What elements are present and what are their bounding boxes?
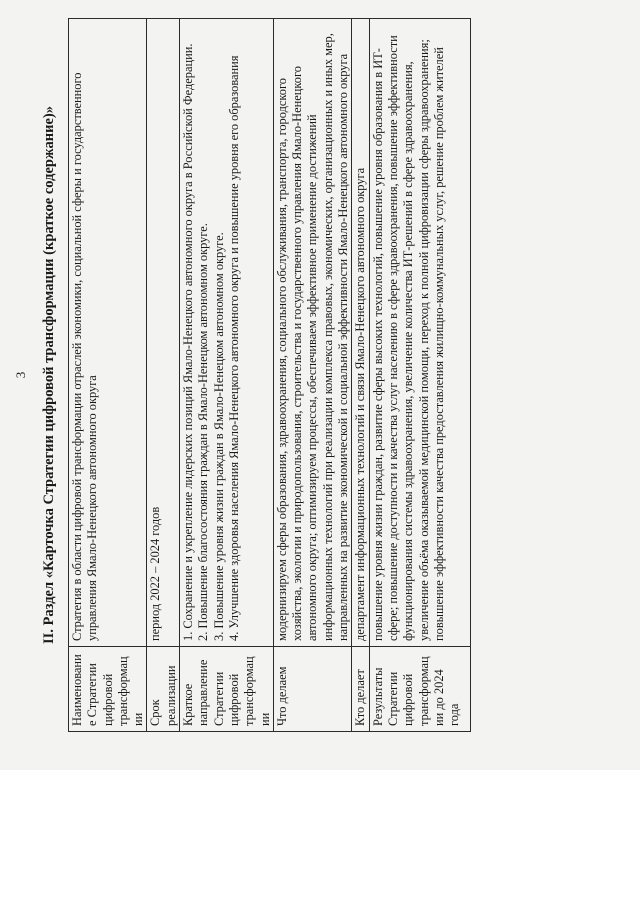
- row-value-results: повышение уровня жизни граждан, развитие сферы высоких технологий, повышение уровня образования в ИТ-сфере; повышение доступности и качества услуг населению в сфере здравоохранения, повышение эффективности функционирования системы здравоохранения, увеличение количества ИТ-решений в сфере здравоохранения, увеличение объёма оказываемой медицинской помощи, переход к полной цифровизации сферы здравоохранения; повышение эффективности качества предоставления жилищно-коммунальных услуг, решение проблем жителей: [369, 19, 471, 647]
- row-label-what-we-do: Что делаем: [273, 647, 351, 732]
- page-number: 3: [13, 371, 28, 379]
- strategy-card-table: [68, 18, 471, 732]
- row-value-strategy-name: Стратегия в области цифровой трансформации отраслей экономики, социальной сферы и государственного управления Ямало-Ненецкого автономного округа: [69, 19, 147, 647]
- row-label-strategy-name: Наименование Стратегии цифровой трансформации: [69, 647, 147, 732]
- document-page: [5, 10, 635, 740]
- row-label-who-does: Кто делает: [352, 647, 369, 732]
- row-label-period: Срок реализации: [147, 647, 180, 732]
- direction-item: 3. Повышение уровня жизни граждан в Ямало-Ненецком автономном округе.: [211, 232, 226, 641]
- row-value-what-we-do: модернизируем сферы образования, здравоохранения, социального обслуживания, транспорта, городского хозяйства, экологии и природопользования, строительства и государственного управления Ямало-Ненецкого автономного округа; оптимизируем процессы, обеспечиваем эффективное применение достижений информационных технологий при реализации комплекса правовых, экономических, организационных и иных мер, направленных на развитие экономической и социальной эффективности Ямало-Ненецкого автономного округа: [273, 19, 351, 647]
- row-value-direction: [180, 19, 274, 647]
- table-row: [69, 19, 147, 732]
- row-value-who-does: департамент информационных технологий и связи Ямало-Ненецкого автономного округа: [352, 19, 369, 647]
- row-label-results: Результаты Стратегии цифровой трансформации до 2024 года: [369, 647, 471, 732]
- direction-item: 2. Повышение благосостояния граждан в Ямало-Ненецком автономном округе.: [196, 223, 211, 641]
- table-row: [273, 19, 351, 732]
- row-value-period: период 2022 – 2024 годов: [147, 19, 180, 647]
- table-row: [147, 19, 180, 732]
- section-title: II. Раздел «Карточка Стратегии цифровой трансформации (краткое содержание)»: [41, 106, 57, 644]
- direction-item: 1. Сохранение и укрепление лидерских позиций Ямало-Ненецкого автономного округа в Российской Федерации.: [181, 43, 196, 641]
- table-row: [180, 19, 274, 732]
- direction-item: 4. Улучшение здоровья населения Ямало-Ненецкого автономного округа и повышение уровня его образования: [226, 55, 241, 641]
- table-row: [352, 19, 369, 732]
- table-row: [369, 19, 471, 732]
- row-label-direction: Краткое направление Стратегии цифровой трансформации: [180, 647, 274, 732]
